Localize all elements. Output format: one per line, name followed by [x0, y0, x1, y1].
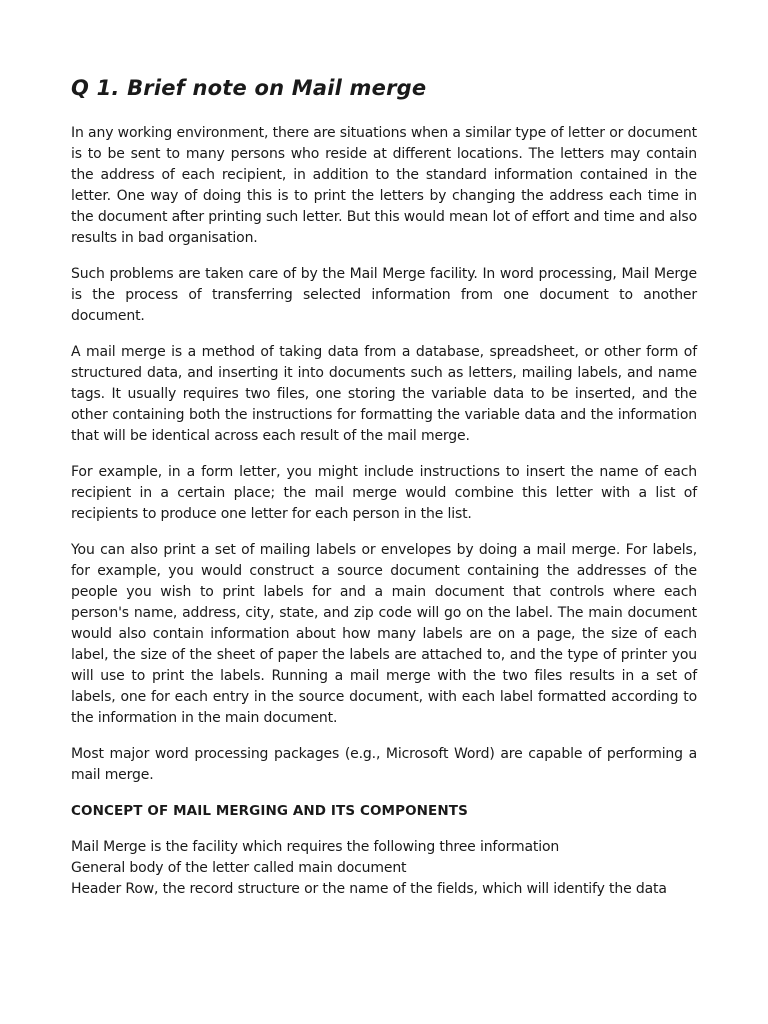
paragraph-mailing-labels: You can also print a set of mailing labels or envelopes by doing a mail merge. For labels, for example, you would construct a source document containing the addresses of the people you wish to print labels for and a main document that controls where each person's name, address, city, state, and zip code will go on the label. The main document would also contain information about how many labels are on a page, the size of each label, the size of the sheet of paper the labels are attached to, and the type of printer you will use to print the labels. Running a mail merge with the two files results in a set of labels, one for each entry in the source document, with each label formatted according to the information in the main document.: [71, 542, 697, 726]
paragraph-word-processing-packages: Most major word processing packages (e.g., Microsoft Word) are capable of performing a mail merge.: [71, 746, 697, 783]
paragraph-mail-merge-method: A mail merge is a method of taking data from a database, spreadsheet, or other form of structured data, and inserting it into documents such as letters, mailing labels, and name tags. It usually requires two files, one storing the variable data to be inserted, and the other containing both the instructions for formatting the variable data and the information that will be identical across each result of the mail merge.: [71, 344, 697, 444]
text-line: General body of the letter called main document: [71, 860, 407, 876]
paragraph-mail-merge-facility: Such problems are taken care of by the Mail Merge facility. In word processing, Mail Merge is the process of transferring selected information from one document to another document.: [71, 266, 697, 324]
text-line: Header Row, the record structure or the name of the fields, which will identify the data: [71, 881, 667, 897]
text-line: Mail Merge is the facility which requires the following three information: [71, 839, 560, 855]
paragraph-intro: In any working environment, there are situations when a similar type of letter or document is to be sent to many persons who reside at different locations. The letters may contain the address of each recipient, in addition to the standard information contained in the letter. One way of doing this is to print the letters by changing the address each time in the document after printing such letter. But this would mean lot of effort and time and also results in bad organisation.: [71, 125, 697, 246]
section-heading: CONCEPT OF MAIL MERGING AND ITS COMPONENTS: [71, 803, 468, 819]
page-title: Q 1. Brief note on Mail merge: [71, 76, 427, 100]
document-page: [71, 74, 697, 900]
paragraph-form-letter-example: For example, in a form letter, you might include instructions to insert the name of each recipient in a certain place; the mail merge would combine this letter with a list of recipients to produce one letter for each person in the list.: [71, 464, 697, 522]
